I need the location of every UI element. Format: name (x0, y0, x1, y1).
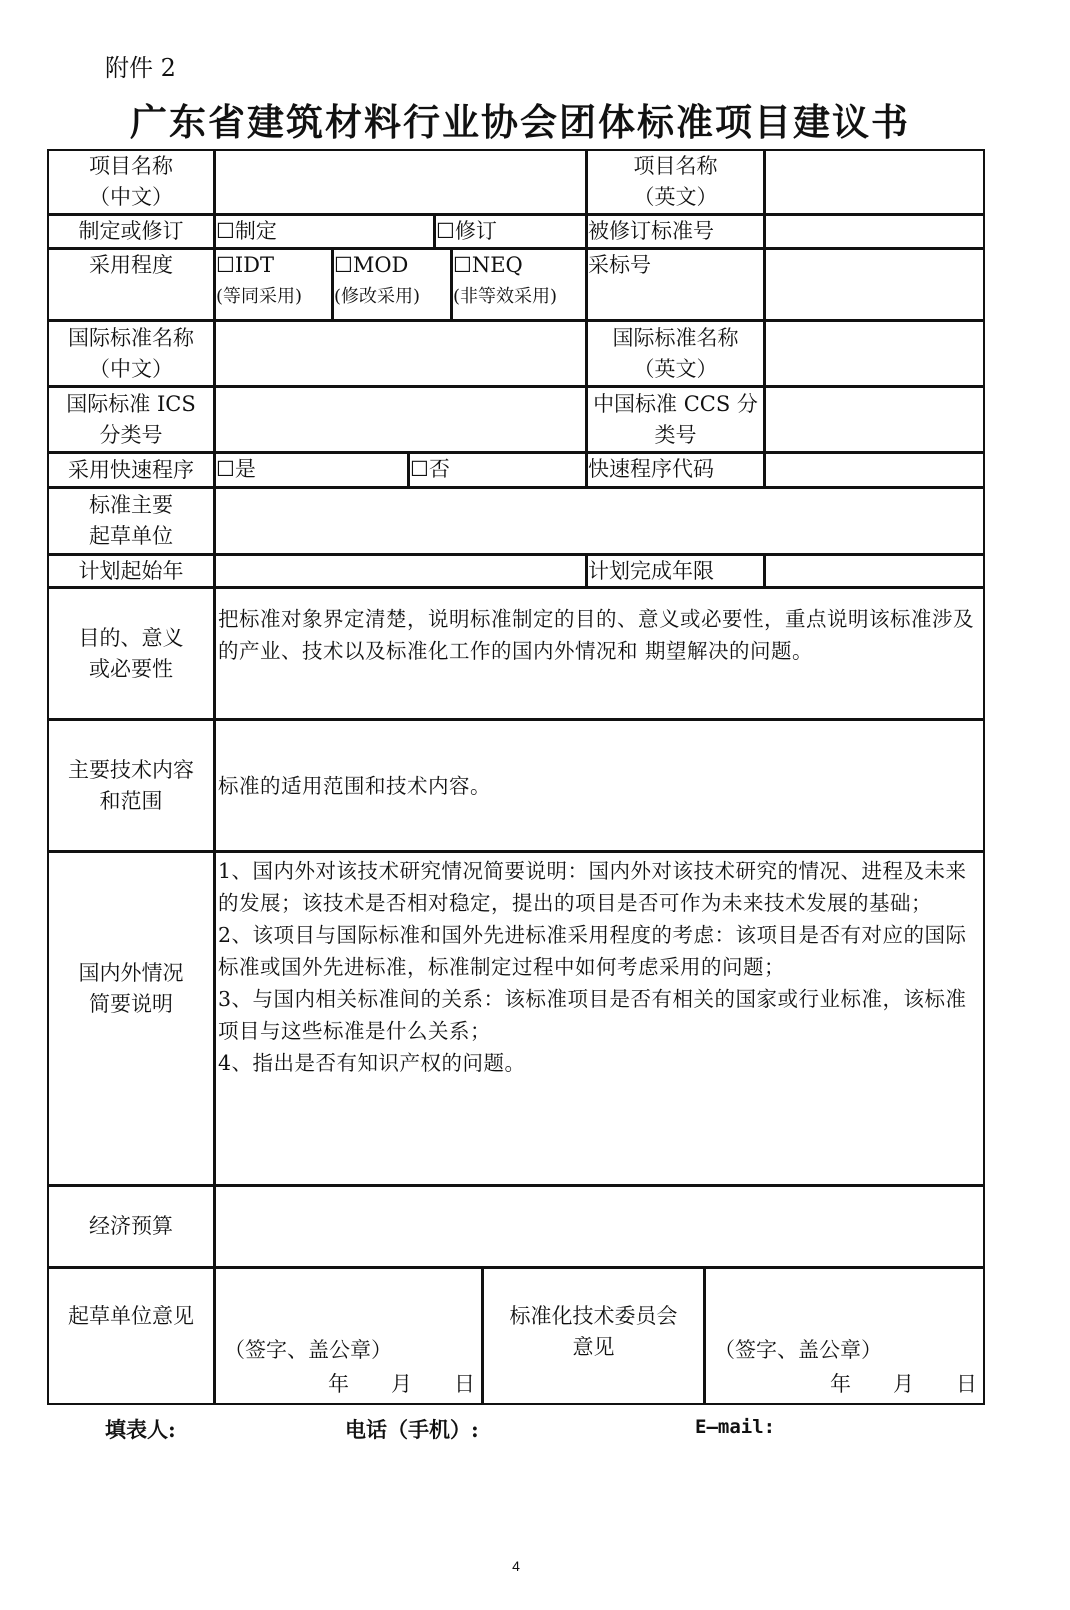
label-name-en: 项目名称 （英文） (586, 149, 765, 215)
date-line: 年 月 日 (830, 1372, 977, 1396)
label-end-year: 计划完成年限 (586, 554, 765, 588)
neq-sub: (非等效采用) (453, 286, 558, 307)
field-adopt-no[interactable] (764, 248, 985, 321)
date-line: 年 月 日 (328, 1372, 475, 1396)
label-fast-code: 快速程序代码 (586, 452, 765, 488)
mod-label: ☐MOD (334, 253, 409, 277)
field-ccs[interactable] (764, 386, 985, 453)
label-name-cn: 项目名称 （中文） (47, 149, 215, 215)
field-start-year[interactable] (214, 554, 587, 588)
checkbox-idt[interactable] (214, 248, 333, 321)
label-tech: 主要技术内容 和范围 (47, 719, 215, 852)
label-adopt-no: 采标号 (586, 248, 765, 321)
field-end-year[interactable] (764, 554, 985, 588)
checkbox-mod[interactable] (332, 248, 452, 321)
checkbox-revise[interactable]: ☐修订 (434, 214, 587, 249)
attachment-label: 附件 2 (105, 54, 176, 82)
field-name-en[interactable] (764, 149, 985, 215)
field-revised-no[interactable] (764, 214, 985, 249)
field-name-cn[interactable] (214, 149, 587, 215)
field-budget[interactable] (214, 1185, 985, 1268)
label-adopt-degree: 采用程度 (47, 248, 215, 321)
filler-label: 填表人: (105, 1417, 176, 1442)
field-committee-opinion[interactable] (704, 1267, 985, 1405)
checkbox-no[interactable]: ☐否 (408, 452, 587, 488)
checkbox-yes[interactable]: ☐是 (214, 452, 409, 488)
field-fast-code[interactable] (764, 452, 985, 488)
label-make-revise: 制定或修订 (47, 214, 215, 249)
field-drafter-opinion[interactable] (214, 1267, 483, 1405)
field-drafter[interactable] (214, 487, 985, 555)
page-number: 4 (512, 1558, 520, 1574)
label-fast: 采用快速程序 (47, 452, 215, 488)
sign-note: （签字、盖公章） (714, 1338, 882, 1362)
mod-sub: (修改采用) (334, 286, 421, 307)
field-intl-name-en[interactable] (764, 320, 985, 387)
label-purpose: 目的、意义 或必要性 (47, 587, 215, 720)
idt-sub: (等同采用) (216, 286, 303, 307)
label-intl-name-cn: 国际标准名称 （中文） (47, 320, 215, 387)
label-budget: 经济预算 (47, 1185, 215, 1268)
field-tech[interactable]: 标准的适用范围和技术内容。 (214, 719, 985, 852)
checkbox-neq[interactable] (451, 248, 587, 321)
neq-label: ☐NEQ (453, 253, 523, 277)
label-drafter-opinion: 起草单位意见 (47, 1267, 215, 1405)
label-situation: 国内外情况 简要说明 (47, 851, 215, 1186)
label-start-year: 计划起始年 (47, 554, 215, 588)
label-ics: 国际标准 ICS 分类号 (47, 386, 215, 453)
field-situation[interactable]: 1、国内外对该技术研究情况简要说明：国内外对该技术研究的情况、进程及未来的发展；该技术是否相对稳定，提出的项目是否可作为未来技术发展的基础； 2、该项目与国际标准和国外先进标准采用程度的考虑：该项目是否有对应的国际标准或国外先进标准，标准制定过程中如何考虑采用的问题； 3、与国内相关标准间的关系：该标准项目是否有相关的国家或行业标准，该标准项目与这些标准是什么关系； 4、指出是否有知识产权的问题。 (214, 851, 985, 1186)
label-intl-name-en: 国际标准名称 （英文） (586, 320, 765, 387)
sign-note: （签字、盖公章） (224, 1338, 392, 1362)
email-label: E—mail: (695, 1416, 776, 1438)
label-committee-opinion: 标准化技术委员会 意见 (482, 1267, 705, 1405)
label-revised-no: 被修订标准号 (586, 214, 765, 249)
page-title: 广东省建筑材料行业协会团体标准项目建议书 (130, 100, 910, 144)
field-ics[interactable] (214, 386, 587, 453)
label-drafter: 标准主要 起草单位 (47, 487, 215, 555)
field-intl-name-cn[interactable] (214, 320, 587, 387)
field-purpose[interactable]: 把标准对象界定清楚，说明标准制定的目的、意义或必要性，重点说明该标准涉及的产业、技术以及标准化工作的国内外情况和 期望解决的问题。 (214, 587, 985, 720)
checkbox-make[interactable]: ☐制定 (214, 214, 435, 249)
label-ccs: 中国标准 CCS 分 类号 (586, 386, 765, 453)
idt-label: ☐IDT (216, 253, 274, 277)
phone-label: 电话（手机）: (345, 1417, 479, 1442)
